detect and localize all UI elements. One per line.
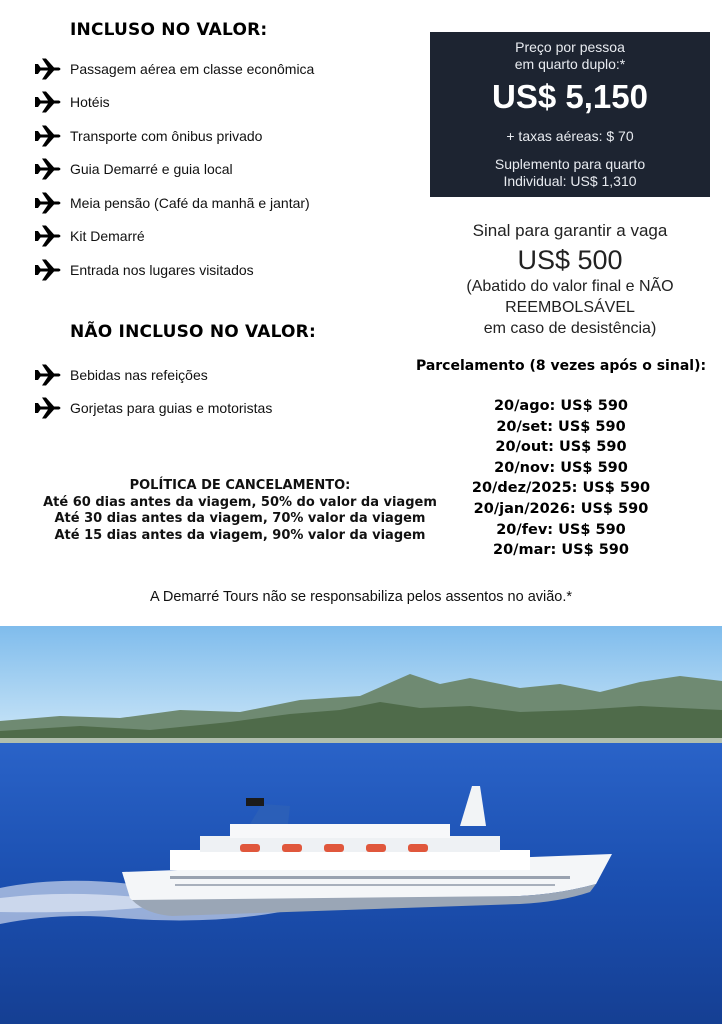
excluded-item-label: Gorjetas para guias e motoristas (70, 400, 273, 417)
deposit-note-line3: em caso de desistência) (483, 320, 657, 337)
deposit-note-line2: REEMBOLSÁVEL (505, 299, 635, 316)
supplement-line1: Suplemento para quarto (494, 156, 646, 172)
deposit-note-line1: (Abatido do valor final e NÃO (466, 278, 674, 295)
included-item-label: Kit Demarré (70, 228, 145, 245)
included-item-label: Transporte com ônibus privado (70, 127, 263, 144)
included-title: INCLUSO NO VALOR: (70, 20, 268, 40)
included-list (34, 52, 314, 287)
cancellation-line: Até 15 dias antes da viagem, 90% valor da viagem (54, 527, 426, 543)
installment-item: 20/mar: US$ 590 (493, 542, 629, 559)
installment-item: 20/dez/2025: US$ 590 (471, 480, 651, 497)
airplane-icon (34, 124, 62, 148)
deposit-label: Sinal para garantir a vaga (472, 221, 668, 240)
included-item-label: Meia pensão (Café da manhã e jantar) (70, 194, 310, 211)
included-item (34, 253, 314, 287)
airplane-icon (34, 191, 62, 215)
airplane-icon (34, 224, 62, 248)
excluded-item-label: Bebidas nas refeições (70, 366, 208, 383)
excluded-item (34, 358, 272, 392)
price-box (430, 32, 710, 197)
deposit-amount: US$ 500 (517, 245, 623, 275)
airplane-icon (34, 157, 62, 181)
price-caption-line2: em quarto duplo:* (514, 56, 626, 72)
installment-item: 20/nov: US$ 590 (494, 459, 628, 476)
excluded-title: NÃO INCLUSO NO VALOR: (70, 322, 316, 342)
included-item (34, 119, 314, 153)
airplane-icon (34, 363, 62, 387)
excluded-item (34, 392, 272, 426)
airplane-icon (34, 396, 62, 420)
air-taxes: + taxas aéreas: $ 70 (506, 128, 634, 144)
included-item (34, 186, 314, 220)
installment-item: 20/out: US$ 590 (495, 439, 627, 456)
disclaimer: A Demarré Tours não se responsabiliza pelos assentos no avião.* (149, 589, 573, 605)
cancellation-policy (20, 478, 460, 544)
included-item-label: Passagem aérea em classe econômica (70, 60, 315, 77)
included-item-label: Hotéis (70, 94, 110, 111)
cancellation-line: Até 60 dias antes da viagem, 50% do valor da viagem (43, 494, 437, 510)
cruise-ship-photo (0, 626, 722, 1024)
installment-item: 20/fev: US$ 590 (496, 521, 626, 538)
cancellation-title: POLÍTICA DE CANCELAMENTO: (129, 478, 351, 493)
installment-item: 20/jan/2026: US$ 590 (473, 500, 649, 517)
price-value: US$ 5,150 (492, 78, 648, 115)
cancellation-line: Até 30 dias antes da viagem, 70% valor da viagem (54, 511, 426, 526)
included-item (34, 52, 314, 86)
supplement-line2: Individual: US$ 1,310 (503, 173, 637, 189)
airplane-icon (34, 90, 62, 114)
excluded-list (34, 358, 272, 425)
included-item (34, 153, 314, 187)
installment-item: 20/set: US$ 590 (496, 418, 626, 435)
installment-item: 20/ago: US$ 590 (493, 398, 629, 414)
included-item (34, 86, 314, 120)
installments-title: Parcelamento (8 vezes após o sinal): (415, 358, 707, 374)
included-item (34, 220, 314, 254)
airplane-icon (34, 57, 62, 81)
airplane-icon (34, 258, 62, 282)
included-item-label: Guia Demarré e guia local (70, 161, 233, 178)
price-caption-line1: Preço por pessoa (515, 39, 625, 55)
included-item-label: Entrada nos lugares visitados (70, 261, 254, 278)
